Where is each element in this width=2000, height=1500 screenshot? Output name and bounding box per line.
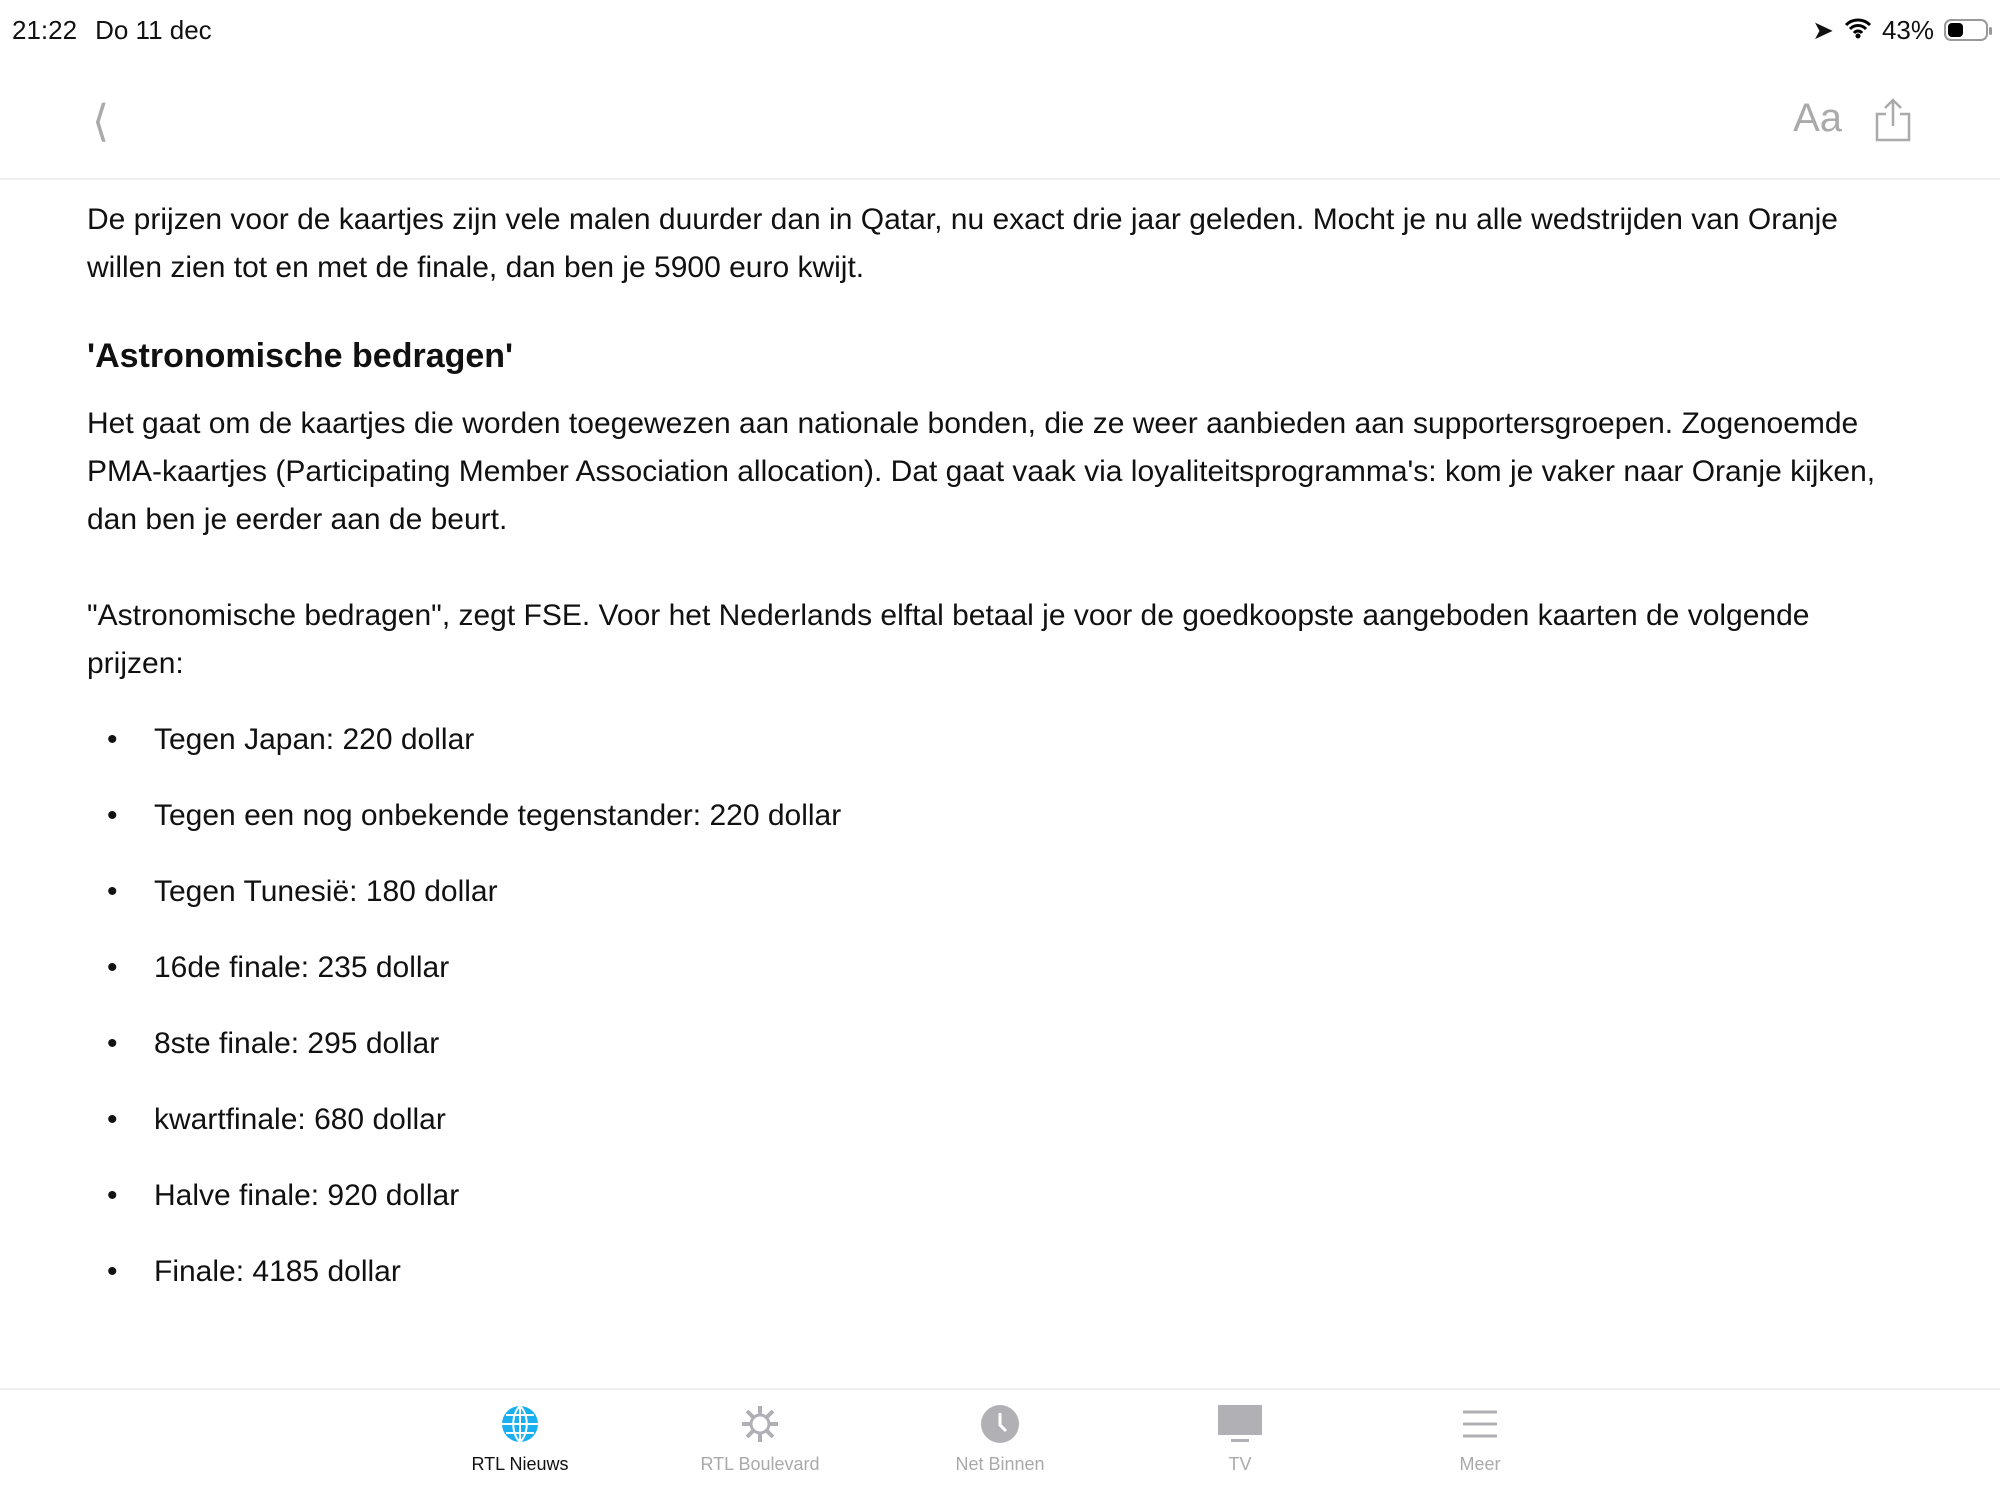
list-item: • kwartfinale: 680 dollar xyxy=(87,1096,1907,1172)
wifi-icon xyxy=(1844,15,1872,46)
status-bar xyxy=(12,12,1988,48)
battery-icon xyxy=(1944,19,1988,41)
status-time: 21:22 xyxy=(12,14,78,45)
battery-percent: 43% xyxy=(1881,14,1934,45)
tab-label: TV xyxy=(1228,1454,1252,1474)
clock-icon xyxy=(980,1404,1020,1444)
article-body xyxy=(87,196,1907,1324)
list-item: • Finale: 4185 dollar xyxy=(87,1248,1907,1324)
list-item: • Tegen Japan: 220 dollar xyxy=(87,716,1907,792)
tab-rtl-nieuws[interactable] xyxy=(420,1404,620,1475)
tab-tv[interactable] xyxy=(1140,1404,1340,1475)
tab-label: RTL Nieuws xyxy=(471,1454,569,1474)
status-date: Do 11 dec xyxy=(95,14,212,45)
tab-label: Net Binnen xyxy=(955,1454,1045,1474)
list-item: • 8ste finale: 295 dollar xyxy=(87,1020,1907,1096)
list-item: • 16de finale: 235 dollar xyxy=(87,944,1907,1020)
tab-meer[interactable] xyxy=(1380,1404,1580,1475)
paragraph: De prijzen voor de kaartjes zijn vele malen duurder dan in Qatar, nu exact drie jaar geleden. Mocht je nu alle wedstrijden van Oranje willen zien tot en met de finale, dan ben je 5900 euro kwijt. xyxy=(87,203,1838,284)
paragraph: Het gaat om de kaartjes die worden toegewezen aan nationale bonden, die ze weer aanbieden aan supportersgroepen. Zogenoemde PMA-kaartjes (Participating Member Association allocation). Dat gaat vaak via loyaliteitsprogramma's: kom je vaker naar Oranje kijken, dan ben je eerder aan de beurt. xyxy=(87,407,1876,536)
tab-net-binnen[interactable] xyxy=(900,1404,1100,1475)
tab-rtl-boulevard[interactable] xyxy=(660,1404,860,1475)
share-button[interactable] xyxy=(1874,98,1912,147)
tab-label: Meer xyxy=(1459,1454,1501,1474)
list-item: • Halve finale: 920 dollar xyxy=(87,1172,1907,1248)
location-icon: ➤ xyxy=(1812,14,1834,45)
section-heading: 'Astronomische bedragen' xyxy=(87,337,514,375)
paragraph: "Astronomische bedragen", zegt FSE. Voor het Nederlands elftal betaal je voor de goedkoopste aangeboden kaarten de volgende prijzen: xyxy=(87,599,1810,680)
list-item: • Tegen Tunesië: 180 dollar xyxy=(87,868,1907,944)
back-button[interactable]: ⟨ xyxy=(92,97,110,146)
globe-icon xyxy=(500,1404,540,1444)
menu-icon xyxy=(1460,1404,1500,1444)
tv-icon xyxy=(1217,1404,1263,1444)
nav-bar xyxy=(0,60,2000,180)
tab-bar xyxy=(0,1388,2000,1500)
list-item: • Tegen een nog onbekende tegenstander: 220 dollar xyxy=(87,792,1907,868)
sun-icon xyxy=(740,1404,780,1444)
tab-label: RTL Boulevard xyxy=(700,1454,820,1474)
price-list xyxy=(87,716,1907,1324)
font-size-button[interactable]: Aa xyxy=(1793,96,1842,140)
